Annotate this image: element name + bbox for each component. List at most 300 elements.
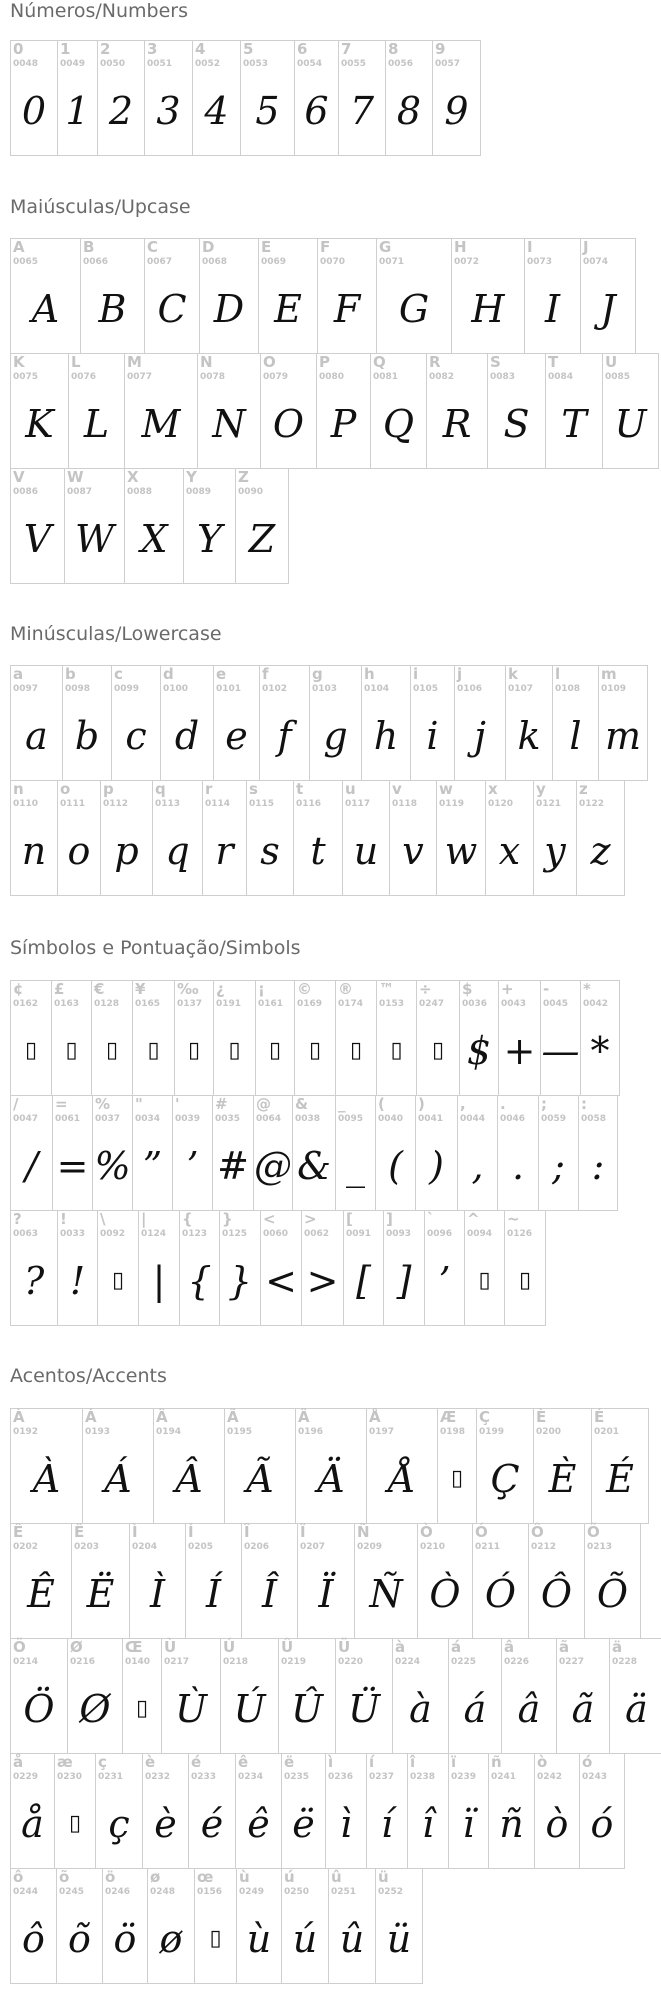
glyph-cell [122,1638,162,1754]
glyph-cell [410,665,455,781]
glyph-character-label: ó [582,1753,593,1771]
missing-glyph-icon: ▯ [431,1038,445,1063]
glyph-cell [375,1868,423,1984]
glyph-code-label: 0161 [258,999,284,1009]
glyph-character-label: Ò [420,1523,433,1541]
glyph-character-label: Q [373,353,386,371]
glyph-cell [392,1638,449,1754]
glyph-sample: o [67,829,91,873]
glyph-character-label: X [127,468,139,486]
glyph-cell [338,40,386,156]
glyph-sample: [ [356,1259,371,1303]
glyph-sample: r [215,829,234,873]
glyph-cell [370,353,427,469]
glyph-character-label: Ø [70,1638,83,1656]
glyph-cell [424,1210,465,1326]
glyph-character-label: s [249,780,258,798]
glyph-cell [505,665,553,781]
glyph-grid-row [10,665,648,781]
glyph-character-label: ø [150,1868,161,1886]
glyph-character-label: = [55,1095,68,1113]
glyph-code-label: 0246 [105,1887,131,1897]
section-title: Minúsculas/Lowercase [10,623,222,645]
glyph-code-label: 0199 [479,1427,505,1437]
glyph-sample: f [277,714,292,758]
glyph-code-label: 0227 [559,1657,585,1667]
glyph-character-label: Õ [587,1523,600,1541]
glyph-sample: = [56,1144,89,1188]
glyph-code-label: 0238 [410,1772,436,1782]
glyph-character-label: d [163,665,174,683]
glyph-code-label: 0163 [54,999,80,1009]
glyph-code-label: 0042 [583,999,609,1009]
glyph-sample: v [402,829,424,873]
glyph-cell [335,1638,393,1754]
glyph-sample: T [561,402,587,446]
glyph-character-label: ï [451,1753,457,1771]
glyph-cell [80,238,145,354]
glyph-cell [293,780,343,896]
glyph-cell [497,1095,539,1211]
glyph-code-label: 0195 [227,1427,253,1437]
glyph-character-label: 9 [435,40,446,58]
glyph-code-label: 0174 [338,999,364,1009]
glyph-code-label: 0076 [71,372,97,382]
glyph-character-label: ÷ [419,980,432,998]
glyph-sample: ü [386,1917,412,1961]
glyph-code-label: 0087 [67,487,93,497]
glyph-code-label: 0079 [263,372,289,382]
glyph-sample: 1 [65,89,90,133]
glyph-code-label: 0192 [13,1427,39,1437]
glyph-sample: à [409,1687,432,1731]
glyph-character-label: j [457,665,463,683]
glyph-character-label: Â [156,1408,168,1426]
glyph-character-label: Å [369,1408,381,1426]
glyph-sample: 8 [396,89,422,133]
glyph-code-label: 0063 [13,1229,39,1239]
glyph-character-label: Ú [223,1638,236,1656]
glyph-sample: ë [292,1802,315,1846]
glyph-character-label: _ [338,1095,346,1113]
glyph-sample: Ï [318,1572,334,1616]
glyph-code-label: 0044 [460,1114,486,1124]
glyph-cell [472,1523,529,1639]
glyph-character-label: z [579,780,588,798]
glyph-character-label: B [83,238,95,256]
glyph-code-label: 0105 [413,684,439,694]
glyph-code-label: 0202 [13,1542,39,1552]
glyph-cell [161,1638,221,1754]
glyph-sample: Õ [596,1572,629,1616]
glyph-cell [580,980,620,1096]
glyph-cell [591,1408,649,1524]
glyph-cell [316,353,371,469]
glyph-character-label: ù [239,1868,250,1886]
missing-glyph-icon: ▯ [450,1466,464,1491]
glyph-grid-row [10,1638,661,1754]
glyph-sample: ! [69,1259,86,1303]
glyph-character-label: V [13,468,25,486]
glyph-sample: ç [108,1802,130,1846]
glyph-cell [142,1753,189,1869]
glyph-character-label: q [155,780,166,798]
glyph-character-label: c [114,665,123,683]
glyph-cell [57,40,98,156]
glyph-cell [57,780,101,896]
missing-glyph-icon: ▯ [209,1926,222,1951]
glyph-character-label: S [490,353,501,371]
glyph-character-label: œ [197,1868,214,1886]
glyph-character-label: # [215,1095,228,1113]
glyph-sample: { [187,1259,212,1303]
glyph-character-label: 4 [195,40,206,58]
glyph-code-label: 0251 [331,1887,357,1897]
glyph-cell [144,40,193,156]
glyph-cell [152,780,203,896]
glyph-cell [476,1408,534,1524]
glyph-character-label: a [13,665,24,683]
glyph-code-label: 0229 [13,1772,39,1782]
glyph-code-label: 0204 [132,1542,158,1552]
glyph-cell [598,665,648,781]
glyph-cell [504,1210,546,1326]
glyph-character-label: 3 [147,40,158,58]
glyph-code-label: 0113 [155,799,181,809]
glyph-code-label: 0169 [297,999,323,1009]
glyph-sample: I [544,287,560,331]
glyph-sample: ã [571,1687,595,1731]
glyph-cell [52,1095,93,1211]
glyph-code-label: 0095 [338,1114,364,1124]
glyph-character-label: À [13,1408,25,1426]
glyph-character-label: ç [98,1753,107,1771]
glyph-cell [144,238,200,354]
missing-glyph-icon: ▯ [147,1038,160,1063]
glyph-character-label: É [594,1408,605,1426]
glyph-character-label: Ô [531,1523,544,1541]
glyph-code-label: 0196 [298,1427,324,1437]
glyph-sample: _ [346,1144,365,1188]
glyph-sample: ô [22,1917,45,1961]
glyph-cell [100,780,153,896]
glyph-sample: | [152,1259,166,1303]
glyph-code-label: 0080 [319,372,345,382]
glyph-cell [102,1868,148,1984]
glyph-character-label: " [135,1095,143,1113]
glyph-code-label: 0214 [13,1657,39,1667]
glyph-code-label: 0153 [379,999,405,1009]
glyph-character-label: F [320,238,331,256]
glyph-character-label: ; [541,1095,547,1113]
glyph-character-label: © [297,980,312,998]
glyph-sample: 9 [444,89,469,133]
glyph-grid-row [10,40,481,156]
glyph-cell [197,353,261,469]
missing-glyph-icon: ▯ [68,1811,82,1836]
glyph-sample: y [544,829,566,873]
glyph-sample: 7 [349,89,375,133]
glyph-cell [10,468,65,584]
glyph-sample: p [114,829,139,873]
glyph-sample: Ú [233,1687,266,1731]
glyph-character-label: O [263,353,276,371]
missing-glyph-icon: ▯ [105,1038,119,1063]
glyph-character-label: x [488,780,498,798]
glyph-sample: å [21,1802,44,1846]
glyph-code-label: 0140 [125,1657,151,1667]
glyph-cell [376,980,417,1096]
glyph-code-label: 0236 [328,1772,354,1782]
glyph-cell [385,40,433,156]
glyph-character-label: 1 [60,40,71,58]
glyph-sample: : [591,1144,605,1188]
glyph-sample: ù [246,1917,272,1961]
missing-glyph-icon: ▯ [518,1268,532,1293]
glyph-code-label: 0111 [60,799,86,809]
glyph-sample: Ê [27,1572,55,1616]
glyph-character-label: ë [284,1753,295,1771]
glyph-sample: õ [68,1917,91,1961]
glyph-character-label: ( [378,1095,385,1113]
glyph-character-label: ¢ [13,980,24,998]
glyph-code-label: 0244 [13,1887,39,1897]
glyph-cell [354,1523,418,1639]
glyph-sample: C [157,287,187,331]
glyph-sample: Ò [429,1572,461,1616]
glyph-code-label: 0049 [60,59,86,69]
glyph-cell [366,1753,408,1869]
glyph-character-label: Á [85,1408,97,1426]
glyph-cell [533,1408,592,1524]
glyph-sample: 4 [204,89,229,133]
glyph-code-label: 0252 [378,1887,404,1897]
glyph-character-label: í [369,1753,375,1771]
glyph-cell [95,1753,143,1869]
glyph-sample: Ã [246,1457,274,1501]
glyph-code-label: 0109 [601,684,627,694]
glyph-character-label: È [536,1408,547,1426]
glyph-cell [124,353,198,469]
glyph-sample: G [398,287,430,331]
glyph-character-label: ? [13,1210,22,1228]
glyph-cell [540,980,581,1096]
glyph-sample: c [125,714,147,758]
glyph-code-label: 0053 [243,59,269,69]
glyph-code-label: 0090 [238,487,264,497]
glyph-character-label: Ó [475,1523,488,1541]
glyph-code-label: 0122 [579,799,605,809]
glyph-cell [294,980,336,1096]
glyph-cell [534,1753,580,1869]
glyph-sample: ’ [438,1259,451,1303]
glyph-sample: é [200,1802,224,1846]
glyph-code-label: 0248 [150,1887,176,1897]
glyph-character-label: - [543,980,550,998]
glyph-code-label: 0045 [543,999,569,1009]
glyph-code-label: 0120 [488,799,514,809]
glyph-character-label: å [13,1753,24,1771]
glyph-cell [253,1095,293,1211]
glyph-sample: N [212,402,246,446]
glyph-cell [10,1638,68,1754]
glyph-code-label: 0203 [74,1542,100,1552]
glyph-code-label: 0062 [304,1229,330,1239]
glyph-sample: j [474,714,486,758]
glyph-cell [71,1523,130,1639]
glyph-character-label: } [222,1210,233,1228]
glyph-sample: q [165,829,190,873]
glyph-cell [160,665,214,781]
glyph-character-label: Ã [227,1408,239,1426]
glyph-cell [179,1210,220,1326]
glyph-sample: M [141,402,181,446]
glyph-sample: A [31,287,60,331]
glyph-sample: 0 [21,89,47,133]
glyph-code-label: 0234 [238,1772,264,1782]
glyph-cell [10,1753,55,1869]
glyph-grid-row [10,780,625,896]
glyph-sample: â [517,1687,541,1731]
missing-glyph-icon: ▯ [65,1038,78,1063]
glyph-sample: l [569,714,582,758]
glyph-character-label: / [13,1095,19,1113]
glyph-code-label: 0218 [223,1657,249,1667]
glyph-grid-row [10,1523,641,1639]
glyph-code-label: 0036 [462,999,488,1009]
glyph-code-label: 0117 [345,799,371,809]
missing-glyph-icon: ▯ [111,1268,125,1293]
glyph-code-label: 0237 [369,1772,395,1782]
glyph-character-label: < [263,1210,276,1228]
glyph-code-label: 0071 [379,257,405,267]
glyph-code-label: 0207 [300,1542,326,1552]
glyph-character-label: ô [13,1868,24,1886]
glyph-character-label: à [395,1638,406,1656]
glyph-character-label: G [379,238,392,256]
glyph-cell [295,1408,367,1524]
glyph-sample: À [32,1457,61,1501]
glyph-code-label: 0060 [263,1229,289,1239]
glyph-sample: < [265,1259,297,1303]
glyph-character-label: ñ [491,1753,502,1771]
glyph-cell [202,780,247,896]
glyph-code-label: 0069 [261,257,287,267]
glyph-cell [91,980,133,1096]
glyph-cell [51,980,92,1096]
glyph-cell [129,1523,186,1639]
glyph-code-label: 0089 [186,487,212,497]
glyph-sample: ö [113,1917,137,1961]
glyph-character-label: I [527,238,533,256]
glyph-cell [97,40,145,156]
glyph-character-label: n [13,780,24,798]
glyph-character-label: D [202,238,215,256]
glyph-code-label: 0128 [94,999,120,1009]
glyph-cell [325,1753,367,1869]
glyph-sample: Î [261,1572,277,1616]
glyph-cell [335,1095,376,1211]
glyph-character-label: ¡ [258,980,265,998]
glyph-cell [57,1210,98,1326]
glyph-code-label: 0162 [13,999,39,1009]
glyph-sample: x [498,829,521,873]
glyph-sample: È [548,1457,577,1501]
glyph-code-label: 0212 [531,1542,557,1552]
glyph-sample: É [606,1457,634,1501]
section-title: Acentos/Accents [10,1365,167,1387]
glyph-code-label: 0047 [13,1114,39,1124]
glyph-character-label: ^ [467,1210,480,1228]
glyph-character-label: 6 [297,40,308,58]
glyph-cell [361,665,411,781]
glyph-sample: m [604,714,642,758]
glyph-character-label: ' [175,1095,180,1113]
glyph-character-label: T [548,353,559,371]
glyph-code-label: 0242 [537,1772,563,1782]
glyph-code-label: 0104 [364,684,390,694]
glyph-code-label: 0082 [429,372,455,382]
glyph-character-label: t [296,780,304,798]
glyph-sample: î [421,1802,435,1846]
glyph-code-label: 0088 [127,487,153,497]
glyph-sample: ó [590,1802,614,1846]
glyph-character-label: J [583,238,589,256]
glyph-grid-row [10,1210,546,1326]
section-title: Números/Numbers [10,0,188,22]
glyph-sample: B [98,287,127,331]
glyph-code-label: 0225 [451,1657,477,1667]
glyph-cell [524,238,581,354]
glyph-code-label: 0209 [357,1542,383,1552]
missing-glyph-icon: ▯ [478,1268,491,1293]
glyph-cell [278,1638,336,1754]
glyph-cell [185,1523,242,1639]
glyph-code-label: 0245 [59,1887,85,1897]
glyph-sample: K [25,402,54,446]
glyph-cell [97,1210,139,1326]
glyph-character-label: ‰ [177,980,199,998]
glyph-code-label: 0243 [582,1772,608,1782]
glyph-code-label: 0156 [197,1887,223,1897]
glyph-code-label: 0034 [135,1114,161,1124]
glyph-character-label: k [508,665,518,683]
glyph-code-label: 0039 [175,1114,201,1124]
glyph-character-label: ì [328,1753,334,1771]
glyph-code-label: 0200 [536,1427,562,1437]
glyph-cell [92,1095,133,1211]
glyph-sample: w [444,829,478,873]
glyph-code-label: 0041 [418,1114,444,1124]
glyph-code-label: 0038 [295,1114,321,1124]
glyph-code-label: 0084 [548,372,574,382]
glyph-sample: ( [388,1144,403,1188]
glyph-cell [212,1095,254,1211]
glyph-cell [240,40,295,156]
glyph-sample: — [541,1029,580,1073]
glyph-sample: W [74,517,115,561]
glyph-sample: ; [552,1144,565,1188]
glyph-character-label: R [429,353,441,371]
glyph-code-label: 0065 [13,257,39,267]
glyph-character-label: u [345,780,356,798]
glyph-code-label: 0096 [427,1229,453,1239]
glyph-code-label: 0064 [256,1114,282,1124]
glyph-cell [498,980,541,1096]
glyph-character-label: P [319,353,330,371]
glyph-character-label: b [65,665,76,683]
glyph-cell [174,980,214,1096]
